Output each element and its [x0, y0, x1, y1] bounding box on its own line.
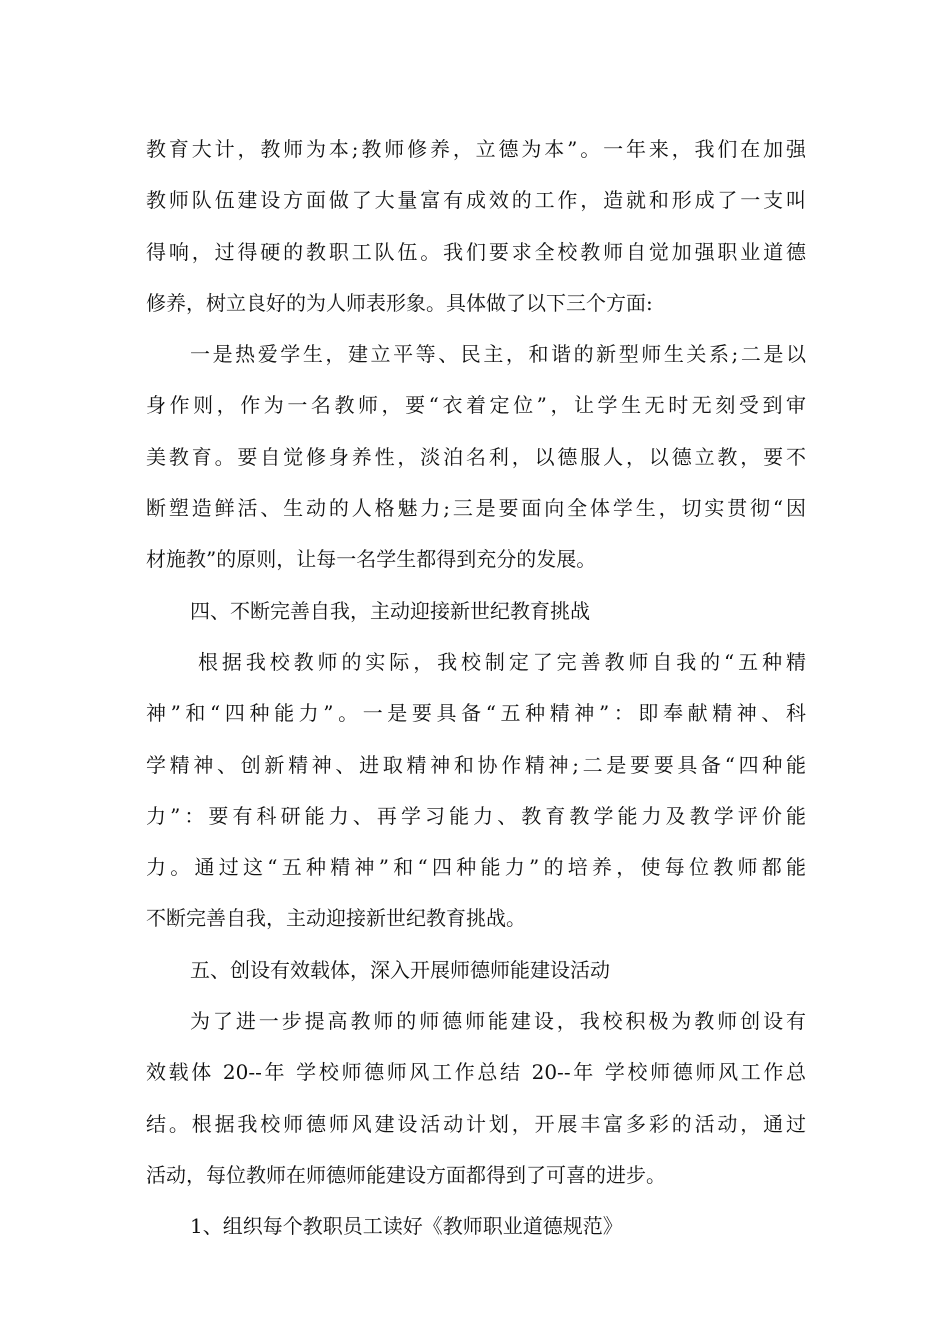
section-heading: 四、不断完善自我，主动迎接新世纪教育挑战	[190, 598, 590, 623]
subsection-heading: 1、组织每个教职员工读好《教师职业道德规范》	[190, 1214, 623, 1239]
paragraph-line: 效载体 20--年 学校师德师风工作总结 20--年 学校师德师风工作总	[146, 1060, 806, 1085]
paragraph-line: 力。通过这“五种精神”和“四种能力”的培养，使每位教师都能	[146, 855, 806, 880]
paragraph-line: 身作则，作为一名教师，要“衣着定位”，让学生无时无刻受到审	[146, 393, 806, 418]
paragraph-line: 神”和“四种能力”。一是要具备“五种精神”：即奉献精神、科	[146, 701, 806, 726]
section-heading: 五、创设有效载体，深入开展师德师能建设活动	[190, 957, 610, 982]
paragraph-line: 力”：要有科研能力、再学习能力、教育教学能力及教学评价能	[146, 803, 806, 828]
paragraph-line: 得响，过得硬的教职工队伍。我们要求全校教师自觉加强职业道德	[146, 239, 806, 264]
paragraph-line: 活动，每位教师在师德师能建设方面都得到了可喜的进步。	[146, 1162, 666, 1187]
paragraph-line: 结。根据我校师德师风建设活动计划，开展丰富多彩的活动，通过	[146, 1111, 806, 1136]
paragraph-line: 不断完善自我，主动迎接新世纪教育挑战。	[146, 906, 526, 931]
paragraph-line: 学精神、创新精神、进取精神和协作精神;二是要要具备“四种能	[146, 752, 806, 777]
paragraph-line: 一是热爱学生，建立平等、民主，和谐的新型师生关系;二是以	[190, 342, 806, 367]
paragraph-line: 教师队伍建设方面做了大量富有成效的工作，造就和形成了一支叫	[146, 188, 806, 213]
paragraph-line: 根据我校教师的实际，我校制定了完善教师自我的“五种精	[198, 649, 806, 674]
paragraph-line: 美教育。要自觉修身养性，淡泊名利，以德服人，以德立教，要不	[146, 444, 806, 469]
document-body	[146, 124, 806, 1253]
paragraph-line: 断塑造鲜活、生动的人格魅力;三是要面向全体学生，切实贯彻“因	[146, 496, 806, 521]
paragraph-line: 为了进一步提高教师的师德师能建设，我校积极为教师创设有	[190, 1009, 806, 1034]
paragraph-line: 材施教”的原则，让每一名学生都得到充分的发展。	[146, 547, 597, 572]
paragraph-line: 教育大计，教师为本;教师修养，立德为本”。一年来，我们在加强	[146, 137, 806, 161]
paragraph-line: 修养，树立良好的为人师表形象。具体做了以下三个方面:	[146, 290, 653, 315]
